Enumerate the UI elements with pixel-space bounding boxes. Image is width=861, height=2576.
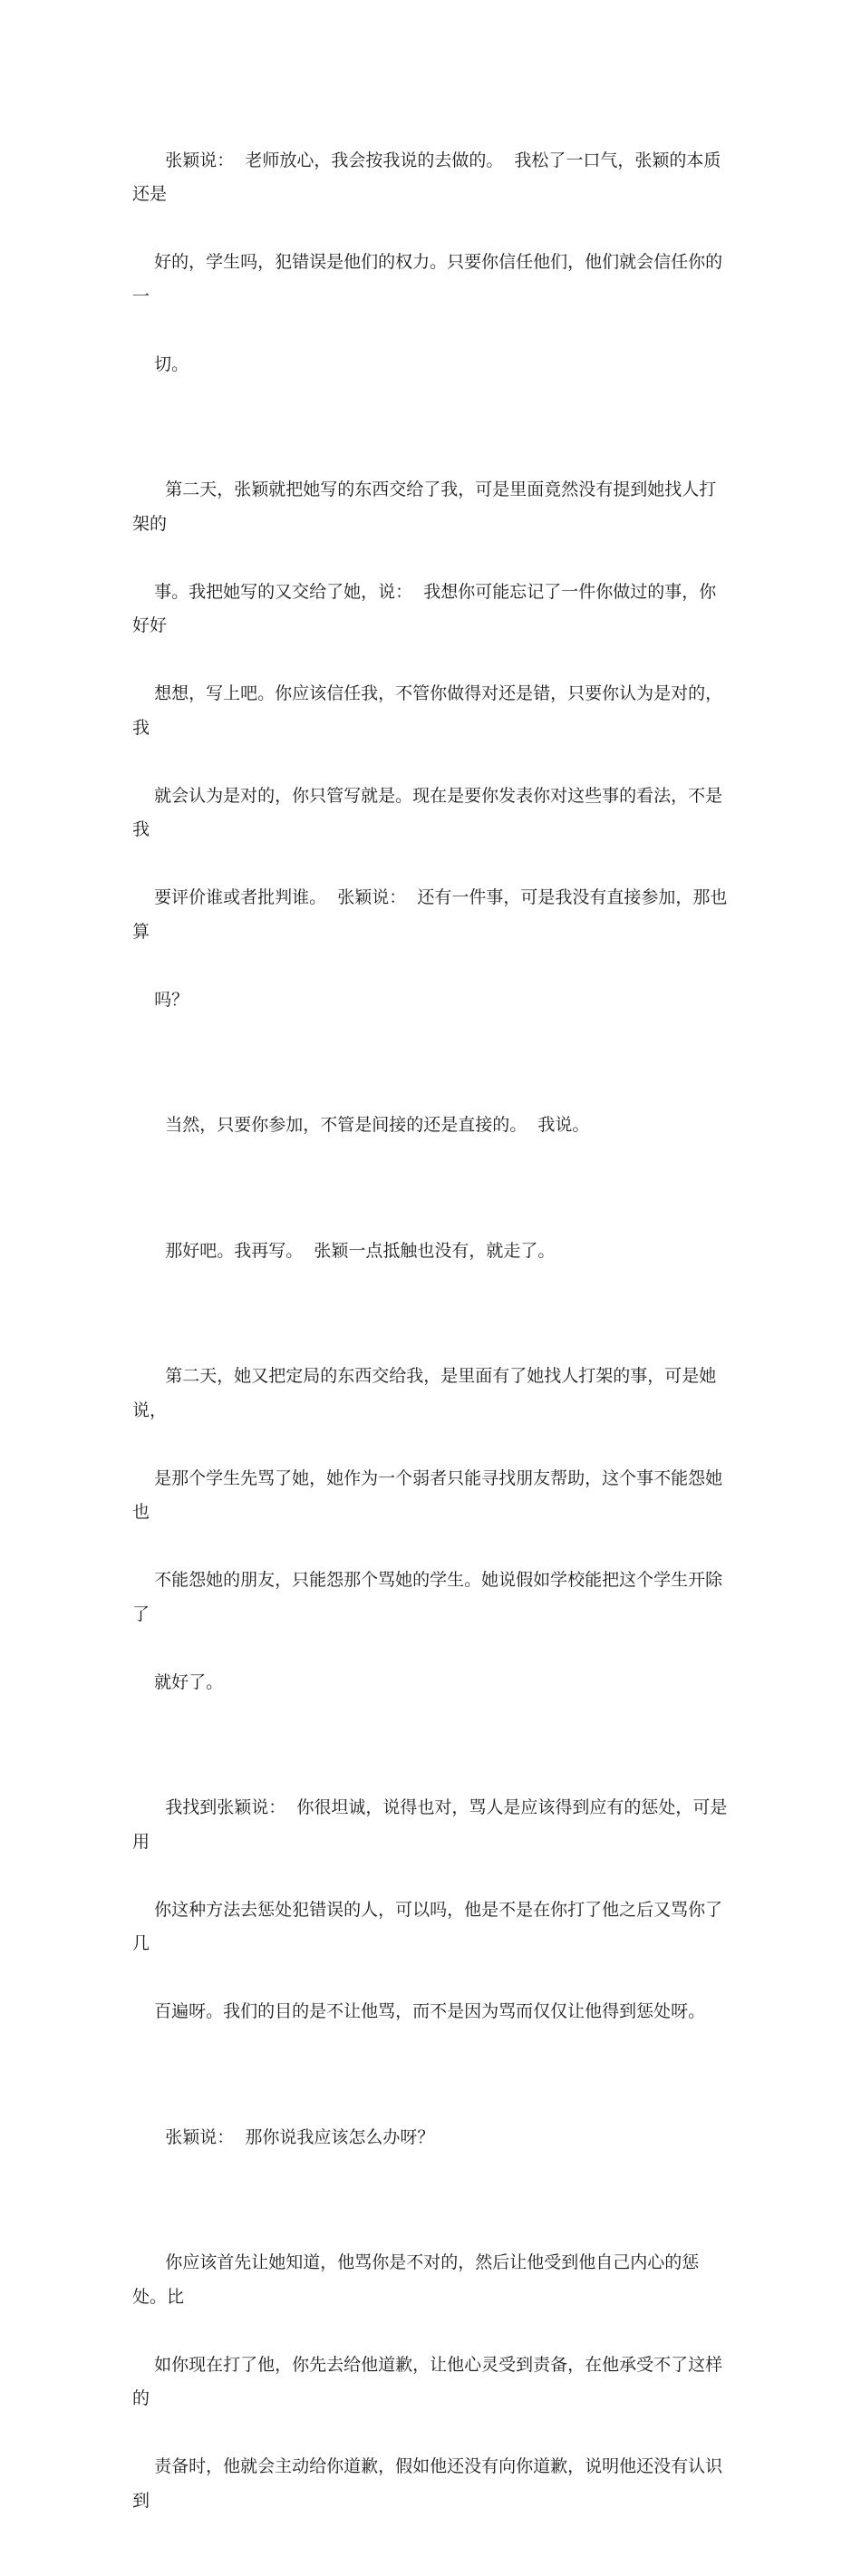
text-line: 你应该首先让她知道，他骂你是不对的，然后让他受到他自己内心的惩处。比	[132, 2252, 700, 2307]
text-line: 责备时，他就会主动给你道歉，假如他还没有向你道歉，说明他还没有认识到	[132, 2456, 723, 2511]
text-line: 切。	[154, 353, 189, 374]
text-line: 就好了。	[154, 1671, 224, 1692]
text-line: 事。我把她写的又交给了她，说： 我想你可能忘记了一件你做过的事，你好好	[132, 581, 717, 635]
paragraph-2	[132, 440, 732, 1051]
paragraph-6	[132, 1758, 732, 2064]
paragraph-4	[132, 1200, 732, 1303]
text-line: 是那个学生先骂了她，她作为一个弱者只能寻找朋友帮助，这个事不能怨她也	[132, 1467, 723, 1522]
text-line: 我找到张颖说： 你很坦诚，说得也对，骂人是应该得到应有的惩处，可是用	[132, 1797, 728, 1852]
paragraph-5	[132, 1326, 732, 1734]
document-page	[132, 110, 732, 2576]
text-line: 当然，只要你参加，不管是间接的还是直接的。 我说。	[154, 1115, 590, 1135]
text-line: 那好吧。我再写。 张颖一点抵触也没有，就走了。	[154, 1240, 556, 1261]
text-line: 想想，写上吧。你应该信任我，不管你做得对还是错，只要你认为是对的，我	[132, 683, 723, 738]
paragraph-7	[132, 2087, 732, 2189]
paragraph-1	[132, 110, 732, 416]
text-line: 吗？	[154, 989, 189, 1010]
paragraph-3	[132, 1075, 732, 1177]
text-line: 第二天，张颖就把她写的东西交给了我，可是里面竟然没有提到她找人打架的	[132, 479, 717, 534]
text-line: 好的，学生吗，犯错误是他们的权力。只要你信任他们，他们就会信任你的一	[132, 252, 723, 306]
text-line: 第二天，她又把定局的东西交给我，是里面有了她找人打架的事，可是她说，	[132, 1366, 717, 1420]
text-line: 就会认为是对的，你只管写就是。现在是要你发表你对这些事的看法，不是我	[132, 785, 723, 839]
text-line: 如你现在打了他，你先去给他道歉，让他心灵受到责备，在他承受不了这样的	[132, 2354, 723, 2408]
text-line: 不能怨她的朋友，只能怨那个骂她的学生。她说假如学校能把这个学生开除了	[132, 1570, 723, 1624]
text-line: 张颖说： 那你说我应该怎么办呀？	[154, 2126, 435, 2147]
text-line: 你这种方法去惩处犯错误的人，可以吗，他是不是在你打了他之后又骂你了几	[132, 1899, 723, 1953]
text-line: 要评价谁或者批判谁。 张颖说： 还有一件事，可是我没有直接参加，那也算	[132, 887, 728, 942]
paragraph-8	[132, 2213, 732, 2552]
text-line: 张颖说： 老师放心，我会按我说的去做的。 我松了一口气，张颖的本质还是	[132, 150, 721, 204]
text-line: 百遍呀。我们的目的是不让他骂，而不是因为骂而仅仅让他得到惩处呀。	[154, 2001, 706, 2021]
